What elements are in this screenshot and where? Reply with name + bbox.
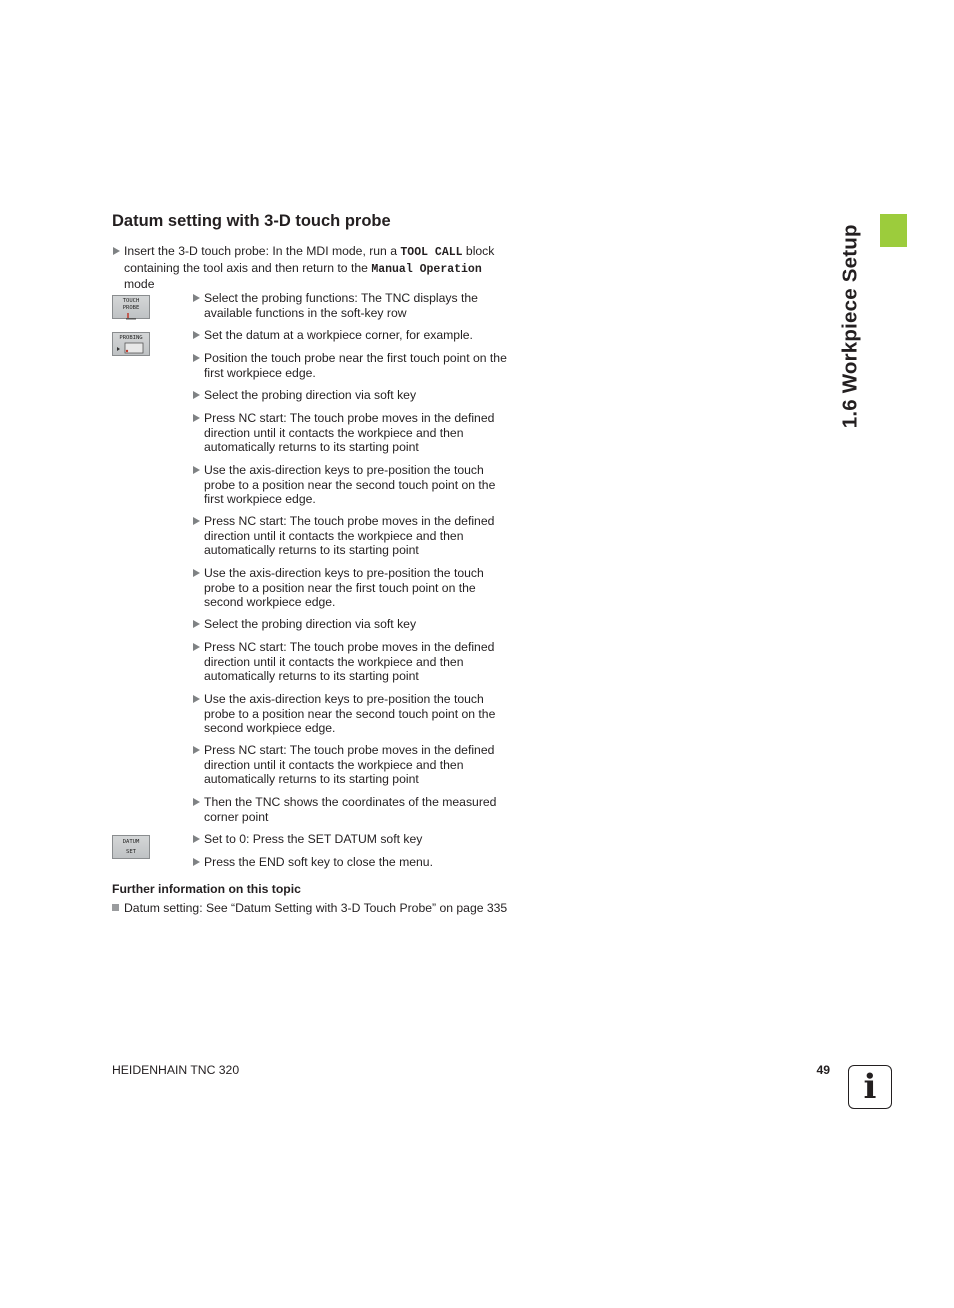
step-triangle-icon — [193, 798, 200, 806]
corner-probing-icon — [116, 342, 146, 354]
step-triangle-icon — [193, 620, 200, 628]
step-6: Use the axis-direction keys to pre-position the touch probe to a position near the second touch point on the first workpiece edge. — [204, 463, 496, 507]
step-triangle-icon — [193, 643, 200, 651]
step-triangle-icon — [193, 414, 200, 422]
step-13: Then the TNC shows the coordinates of the measured corner point — [204, 795, 497, 824]
step-triangle-icon — [193, 569, 200, 577]
step-3: Position the touch probe near the first touch point on the first workpiece edge. — [204, 351, 507, 380]
step-triangle-icon — [193, 746, 200, 754]
section-title: Datum setting with 3-D touch probe — [112, 212, 391, 230]
step-triangle-icon — [193, 354, 200, 362]
step-8: Use the axis-direction keys to pre-position the touch probe to a position near the first touch point on the second workpiece edge. — [204, 566, 484, 610]
intro-text-2: block containing the tool axis and then return to the — [124, 244, 495, 275]
step-4: Select the probing direction via soft key — [204, 388, 417, 402]
chapter-side-title — [823, 216, 879, 436]
intro-text-1: Insert the 3-D touch probe: In the MDI mode, run a — [124, 244, 401, 258]
step-7: Press NC start: The touch probe moves in the defined direction until it contacts the workpiece and then automatically returns to its starting point — [204, 514, 495, 558]
step-9: Select the probing direction via soft key — [204, 617, 417, 631]
touch-probe-softkey-icon: TOUCH PROBE — [112, 295, 150, 319]
code-manual-operation: Manual Operation — [371, 262, 482, 276]
probing-softkey-icon: PROBING — [112, 332, 150, 356]
page-number: 49 — [816, 1063, 830, 1077]
step-1: Select the probing functions: The TNC displays the available functions in the soft-key row — [204, 291, 478, 320]
step-triangle-icon — [193, 695, 200, 703]
step-10: Press NC start: The touch probe moves in the defined direction until it contacts the workpiece and then automatically returns to its starting point — [204, 640, 495, 684]
intro-text-3: mode — [124, 277, 155, 292]
step-triangle-icon — [193, 835, 200, 843]
square-bullet-icon — [112, 904, 119, 911]
datum-set-softkey-icon: DATUM SET — [112, 835, 150, 859]
chapter-side-title-text: 1.6 Workpiece Setup — [838, 224, 862, 428]
step-15: Press the END soft key to close the menu. — [204, 855, 433, 869]
further-info-title: Further information on this topic — [112, 882, 301, 896]
footer-manual-name: HEIDENHAIN TNC 320 — [112, 1063, 240, 1077]
step-triangle-icon — [193, 466, 200, 474]
info-icon: i — [848, 1065, 892, 1109]
probe-symbol-icon — [124, 312, 138, 320]
step-triangle-icon — [193, 517, 200, 525]
step-2: Set the datum at a workpiece corner, for example. — [204, 328, 473, 342]
bullet-triangle-icon — [113, 247, 120, 255]
step-triangle-icon — [193, 391, 200, 399]
step-14: Set to 0: Press the SET DATUM soft key — [204, 832, 423, 846]
step-5: Press NC start: The touch probe moves in the defined direction until it contacts the workpiece and then automatically returns to its starting point — [204, 411, 495, 455]
code-tool-call: TOOL CALL — [400, 246, 463, 259]
step-11: Use the axis-direction keys to pre-position the touch probe to a position near the second touch point on the second workpiece edge. — [204, 692, 496, 736]
intro-paragraph — [124, 244, 509, 292]
further-info-item: Datum setting: See “Datum Setting with 3-D Touch Probe” on page 335 — [124, 901, 508, 915]
chapter-tab-marker — [880, 214, 907, 247]
step-triangle-icon — [193, 331, 200, 339]
step-triangle-icon — [193, 294, 200, 302]
step-12: Press NC start: The touch probe moves in the defined direction until it contacts the workpiece and then automatically returns to its starting point — [204, 743, 495, 787]
step-triangle-icon — [193, 858, 200, 866]
